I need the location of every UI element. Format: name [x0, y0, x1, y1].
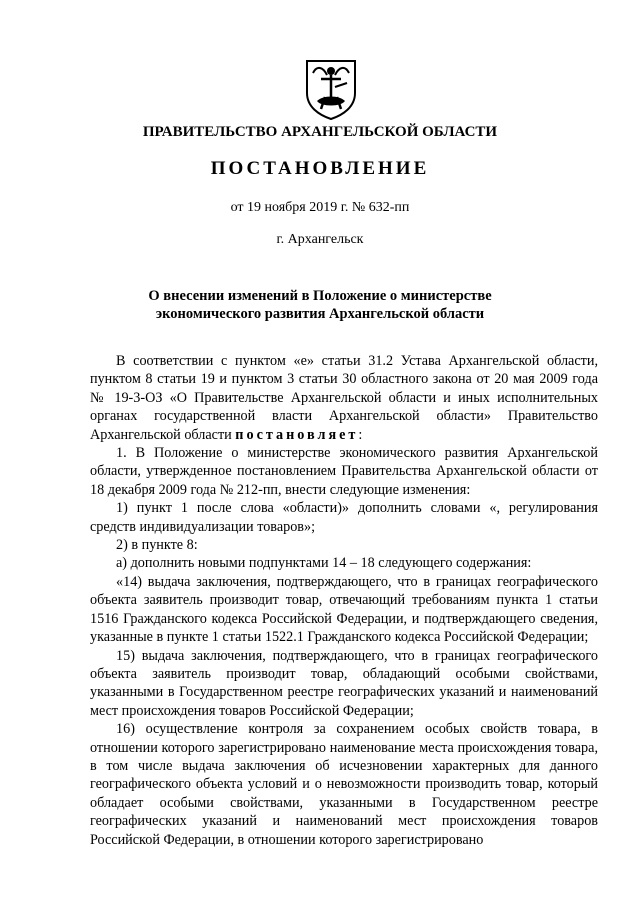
document-body: [90, 352, 598, 849]
subpoint-14: «14) выдача заключения, подтверждающего, что в границах географического объекта заявитель производит товар, отвечающий требованиям пункта 1 статьи 1516 Гражданского кодекса Российской Федерации, и подтверждающего сведения, указанные в пункте 1 статьи 1522.1 Гражданского кодекса Российской Федерации;: [90, 573, 598, 646]
subject-line-2: экономического развития Архангельской области: [155, 306, 485, 322]
intro-paragraph: [90, 352, 598, 444]
paragraph-1: 1. В Положение о министерстве экономического развития Архангельской области, утвержденное постановлением Правительства Архангельской области от 18 декабря 2009 года № 212-пп, внести следующие изменения:: [90, 445, 598, 498]
subject-line-1: О внесении изменений в Положение о министерстве: [148, 288, 492, 304]
subpoint-15: 15) выдача заключения, подтверждающего, что в границах географического объекта заявитель производит товар, обладающий особыми свойствами, указанными в Государственном реестре географических указаний и наименований мест происхождения товаров Российской Федерации;: [90, 647, 598, 719]
document-subject: [0, 287, 640, 323]
city: г. Архангельск: [276, 232, 364, 247]
postanovlyaet-word: постановляет: [235, 426, 359, 443]
paragraph-1-1: 1) пункт 1 после слова «области)» дополнить словами «, регулирования средств индивидуализации товаров»;: [90, 500, 598, 535]
paragraph-1-2: 2) в пункте 8:: [116, 537, 198, 554]
intro-text: В соответствии с пунктом «е» статьи 31.2 Устава Архангельской области, пунктом 8 статьи 19 и пунктом 3 статьи 30 областного закона от 20 мая 2009 года № 19-3-ОЗ «О Правительстве Архангельской области и иных исполнительных органах государственной власти Архангельской области» Правительство Архангельской области: [90, 353, 598, 443]
government-name: ПРАВИТЕЛЬСТВО АРХАНГЕЛЬСКОЙ ОБЛАСТИ: [142, 124, 498, 140]
subpoint-16: 16) осуществление контроля за сохранением особых свойств товара, в отношении которого зарегистрировано наименование места происхождения товара, в том числе выдача заключения об исчезновении характерных для данного географического объекта условий и о невозможности производить товар, который обладает особыми свойствами, указанными в Государственном реестре географических указаний и наименований мест происхождения товаров Российской Федерации, в отношении которого зарегистрировано: [90, 721, 598, 848]
coat-of-arms-icon: [301, 57, 361, 121]
intro-colon: :: [358, 426, 363, 443]
document-type: ПОСТАНОВЛЕНИЕ: [210, 158, 430, 179]
paragraph-a: а) дополнить новыми подпунктами 14 – 18 следующего содержания:: [116, 555, 532, 572]
date-and-number: от 19 ноября 2019 г. № 632-пп: [230, 200, 410, 215]
